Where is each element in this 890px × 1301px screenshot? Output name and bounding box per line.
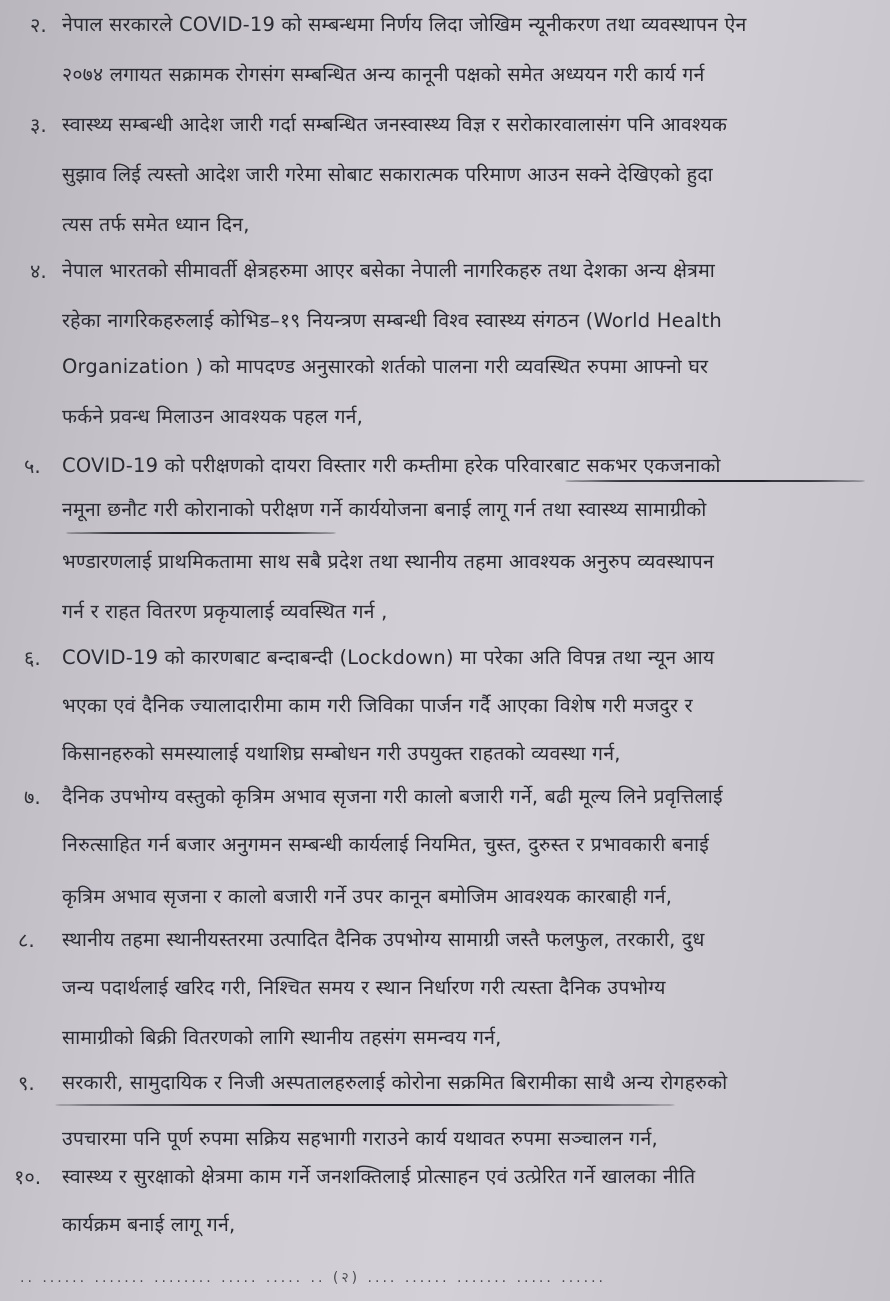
handwritten-underline [565,480,865,482]
item-text-line: स्थानीय तहमा स्थानीयस्तरमा उत्पादित दैनिक उपभोग्य सामाग्री जस्तै फलफुल, तरकारी, दुध [62,928,705,951]
item-text-line: भएका एवं दैनिक ज्यालादारीमा काम गरी जिविका पार्जन गर्दै आएका विशेष गरी मजदुर र [62,694,693,717]
item-text-line: सामाग्रीको बिक्री वितरणको लागि स्थानीय तहसंग समन्वय गर्न, [62,1026,502,1049]
item-text-line: Organization ) को मापदण्ड अनुसारको शर्तको पालना गरी व्यवस्थित रुपमा आफ्नो घर [62,355,709,378]
item-text-line: COVID-19 को परीक्षणको दायरा विस्तार गरी कम्तीमा हरेक परिवारबाट सकभर एकजनाको [62,454,721,477]
item-number: ६. [24,646,41,670]
item-text-line: किसानहरुको समस्यालाई यथाशिघ्र सम्बोधन गरी उपयुक्त राहतको व्यवस्था गर्न, [62,742,621,765]
item-number: ५. [24,454,41,478]
item-text-line: नेपाल सरकारले COVID-19 को सम्बन्धमा निर्णय लिदा जोखिम न्यूनीकरण तथा व्यवस्थापन ऐन [62,13,747,36]
handwritten-underline [55,1104,675,1106]
item-text-line: उपचारमा पनि पूर्ण रुपमा सक्रिय सहभागी गराउने कार्य यथावत रुपमा सञ्चालन गर्न, [62,1127,658,1150]
item-text-line: कार्यक्रम बनाई लागू गर्न, [62,1213,236,1236]
item-text-line: २०७४ लगायत सक्रामक रोगसंग सम्बन्धित अन्य कानूनी पक्षको समेत अध्ययन गरी कार्य गर्न [62,63,705,86]
item-number: १०. [14,1165,42,1189]
item-text-line: नेपाल भारतको सीमावर्ती क्षेत्रहरुमा आएर बसेका नेपाली नागरिकहरु तथा देशका अन्य क्षेत्रमा [62,259,716,282]
item-text-line: भण्डारणलाई प्राथमिकतामा साथ सबै प्रदेश तथा स्थानीय तहमा आवश्यक अनुरुप व्यवस्थापन [62,550,714,573]
item-text-line: फर्कने प्रवन्ध मिलाउन आवश्यक पहल गर्न, [62,405,364,428]
item-text-line: COVID-19 को कारणबाट बन्दाबन्दी (Lockdown) मा परेका अति विपन्न तथा न्यून आय [62,646,715,669]
item-text-line: दैनिक उपभोग्य वस्तुको कृत्रिम अभाव सृजना गरी कालो बजारी गर्ने, बढी मूल्य लिने प्रवृत्तिलाई [62,785,723,808]
item-text-line: जन्य पदार्थलाई खरिद गरी, निश्चित समय र स्थान निर्धारण गरी त्यस्ता दैनिक उपभोग्य [62,976,666,999]
item-text-line: त्यस तर्फ समेत ध्यान दिन, [62,213,250,236]
item-text-line: निरुत्साहित गर्न बजार अनुगमन सम्बन्धी कार्यलाई नियमित, चुस्त, दुरुस्त र प्रभावकारी बनाई [62,833,710,856]
item-number: ७. [24,785,41,809]
item-text-line: नमूना छनौट गरी कोरानाको परीक्षण गर्ने कार्ययोजना बनाई लागू गर्न तथा स्वास्थ्य सामाग्रीको [62,498,707,521]
item-text-line: कृत्रिम अभाव सृजना र कालो बजारी गर्ने उपर कानून बमोजिम आवश्यक कारबाही गर्न, [62,885,673,908]
item-text-line: सुझाव लिई त्यस्तो आदेश जारी गरेमा सोबाट सकारात्मक परिमाण आउन सक्ने देखिएको हुदा [62,163,713,186]
handwritten-underline [66,532,336,534]
item-number: ४. [30,259,47,283]
item-number: ८. [18,928,35,952]
item-text-line: सरकारी, सामुदायिक र निजी अस्पतालहरुलाई कोरोना सक्रमित बिरामीका साथै अन्य रोगहरुको [62,1071,728,1094]
item-text-line: रहेका नागरिकहरुलाई कोभिड–१९ नियन्त्रण सम्बन्धी विश्व स्वास्थ्य संगठन (World Health [62,309,722,332]
item-number: ३. [30,113,47,137]
item-number: ९. [18,1071,35,1095]
page-footer: .. ...... ....... ........ ..... ..... .. (२) .... ...... ....... ..... ...... [20,1270,606,1286]
item-text-line: स्वास्थ्य सम्बन्धी आदेश जारी गर्दा सम्बन्धित जनस्वास्थ्य विज्ञ र सरोकारवालासंग पनि आवश्यक [62,113,728,136]
item-text-line: गर्न र राहत वितरण प्रकृयालाई व्यवस्थित गर्न , [62,600,388,623]
item-text-line: स्वास्थ्य र सुरक्षाको क्षेत्रमा काम गर्ने जनशक्तिलाई प्रोत्साहन एवं उत्प्रेरित गर्ने खालका नीति [62,1165,696,1188]
item-number: २. [30,13,47,37]
